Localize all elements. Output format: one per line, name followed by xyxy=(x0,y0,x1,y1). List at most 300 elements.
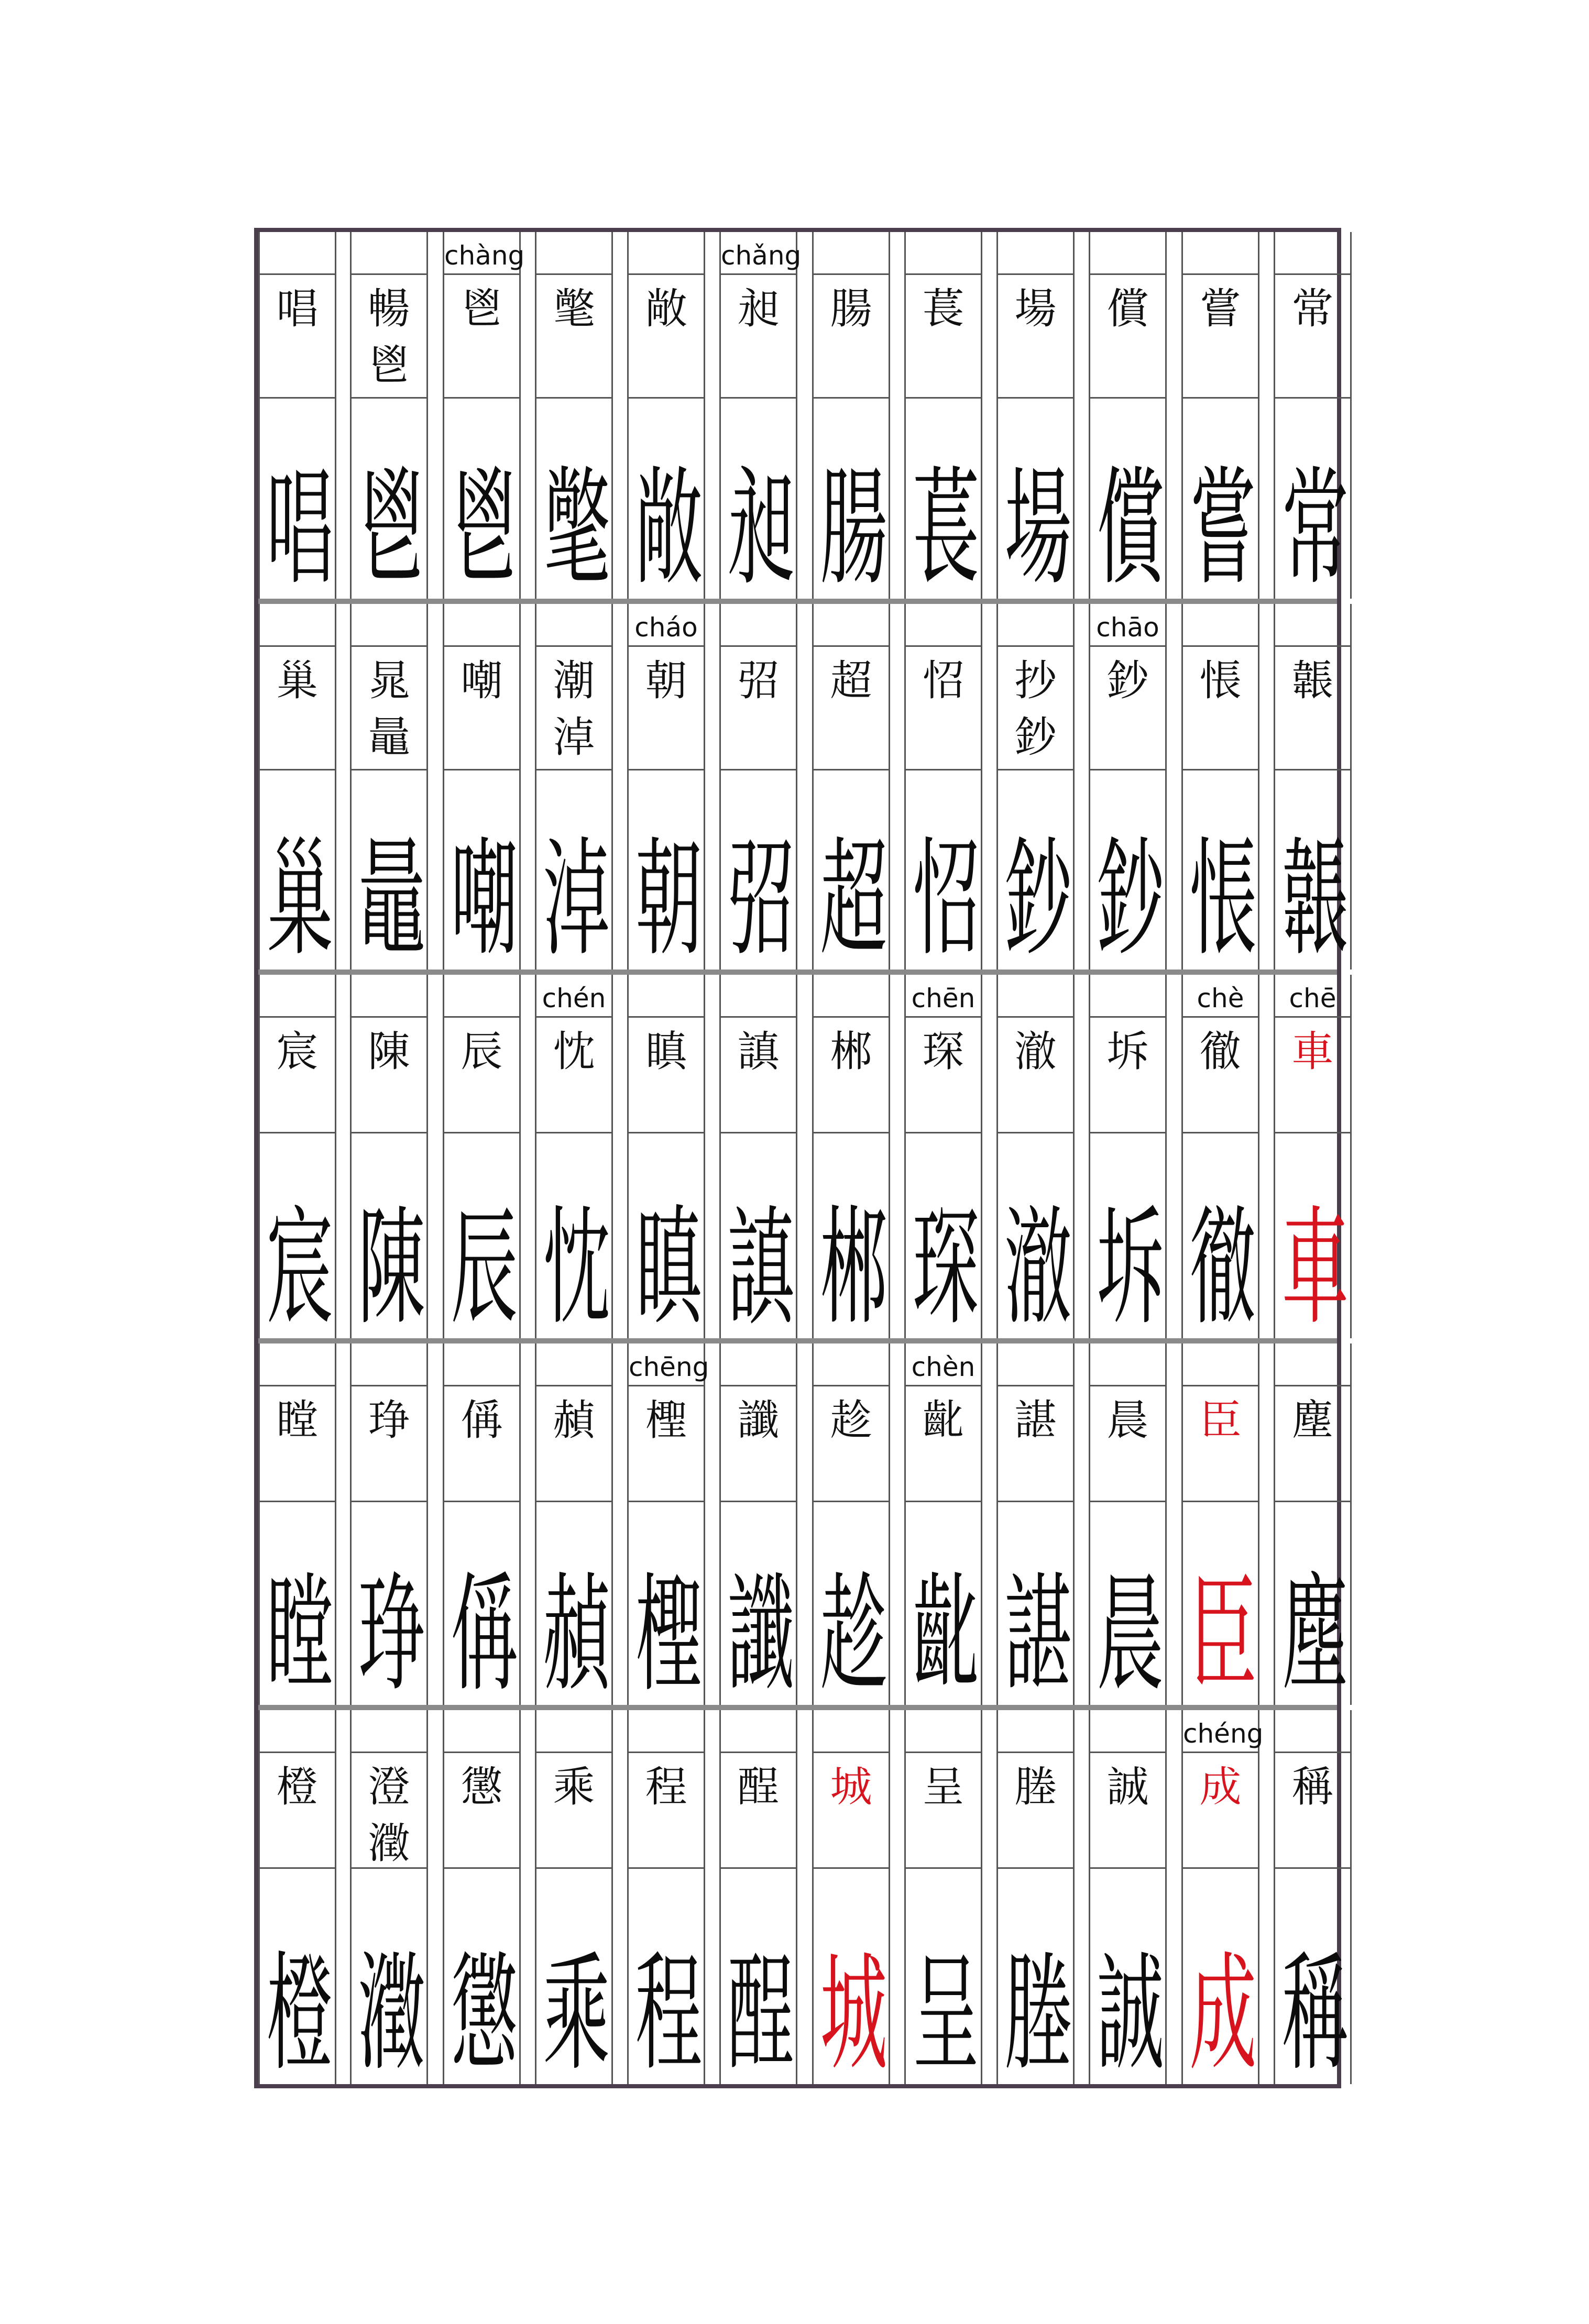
seal-script-character: 琤 xyxy=(358,1561,420,1710)
pinyin-label xyxy=(352,979,426,1018)
seal-script-character: 償 xyxy=(1097,455,1159,603)
table-row xyxy=(258,1705,1344,2089)
seal-script-character: 辰 xyxy=(451,1194,513,1343)
cell-divider xyxy=(629,1867,704,1869)
seal-script-character: 呈 xyxy=(912,1940,974,2089)
pinyin-label: chāo xyxy=(1090,608,1165,647)
regular-script-character: 宸 xyxy=(276,1027,319,1076)
regular-script-character: 徹 xyxy=(1199,1027,1242,1076)
regular-script-character: 潮 xyxy=(553,656,595,705)
character-column xyxy=(443,1343,521,1710)
regular-script-character: 諶 xyxy=(1014,1396,1057,1445)
pinyin-label: chǎng xyxy=(721,236,796,275)
pinyin-label xyxy=(1183,608,1258,647)
character-column xyxy=(1274,975,1352,1343)
pinyin-label xyxy=(814,236,889,275)
character-column xyxy=(1181,1343,1259,1710)
regular-script-character: 朝 xyxy=(645,656,687,705)
regular-script-character: 氅 xyxy=(553,284,595,333)
character-column xyxy=(1089,975,1167,1343)
cell-divider xyxy=(814,1867,889,1869)
pinyin-label: chén xyxy=(536,979,611,1018)
seal-script-character: 超 xyxy=(820,825,882,974)
cell-divider xyxy=(998,397,1073,399)
cell-divider xyxy=(906,1867,981,1869)
seal-script-character: 陳 xyxy=(358,1194,420,1343)
table-row xyxy=(258,232,1344,603)
regular-script-character: 讖 xyxy=(737,1396,780,1445)
seal-script-character: 昶 xyxy=(727,455,790,603)
seal-script-character: 偁 xyxy=(451,1561,513,1710)
cell-divider xyxy=(814,769,889,770)
pinyin-label: chē xyxy=(1275,979,1350,1018)
pinyin-label xyxy=(998,1714,1073,1753)
regular-script-character: 琛 xyxy=(922,1027,965,1076)
seal-script-character: 程 xyxy=(635,1940,697,2089)
pinyin-label xyxy=(260,1348,335,1386)
character-column xyxy=(627,232,705,603)
cell-divider xyxy=(998,1132,1073,1133)
seal-script-character: 宸 xyxy=(266,1194,328,1343)
pinyin-label: chēn xyxy=(906,979,981,1018)
cell-divider xyxy=(536,397,611,399)
character-column xyxy=(904,1343,982,1710)
character-column xyxy=(350,1343,428,1710)
character-column xyxy=(1089,232,1167,603)
character-column xyxy=(812,975,890,1343)
regular-script-variant: 瀓 xyxy=(368,1819,410,1868)
regular-script-character: 弨 xyxy=(737,656,780,705)
cell-divider xyxy=(1183,769,1258,770)
character-column xyxy=(443,604,521,974)
pinyin-label: chè xyxy=(1183,979,1258,1018)
pinyin-label xyxy=(444,608,519,647)
pinyin-label xyxy=(814,979,889,1018)
pinyin-label xyxy=(998,1348,1073,1386)
seal-script-character: 誠 xyxy=(1097,1940,1159,2089)
seal-script-character: 稱 xyxy=(1281,1940,1344,2089)
regular-script-character: 唱 xyxy=(276,284,319,333)
regular-script-character: 懲 xyxy=(461,1763,503,1811)
regular-script-character: 嘲 xyxy=(461,656,503,705)
seal-script-character: 郴 xyxy=(820,1194,882,1343)
character-column xyxy=(258,604,336,974)
character-column xyxy=(1181,1710,1264,2089)
seal-script-character: 橙 xyxy=(266,1940,328,2089)
regular-script-character: 程 xyxy=(645,1763,687,1811)
character-column xyxy=(996,1710,1075,2089)
cell-divider xyxy=(444,397,519,399)
regular-script-character: 檉 xyxy=(645,1396,687,1445)
regular-script-character: 坼 xyxy=(1106,1027,1149,1076)
character-column xyxy=(443,1710,521,2089)
regular-script-character: 抄 xyxy=(1014,656,1057,705)
cell-divider xyxy=(260,1501,335,1502)
seal-script-character: 懲 xyxy=(451,1940,513,2089)
pinyin-label: chàng xyxy=(444,236,519,275)
regular-script-character: 晨 xyxy=(1106,1396,1149,1445)
seal-script-character: 怊 xyxy=(912,825,974,974)
pinyin-label xyxy=(260,608,335,647)
regular-script-character: 塵 xyxy=(1291,1396,1334,1445)
pinyin-label xyxy=(998,236,1073,275)
cell-divider xyxy=(1183,1132,1258,1133)
character-column xyxy=(719,232,802,603)
regular-script-character: 巢 xyxy=(276,656,319,705)
character-column xyxy=(535,1343,613,1710)
character-column xyxy=(627,975,705,1343)
regular-script-variant: 鼂 xyxy=(368,713,410,762)
seal-script-character: 檉 xyxy=(635,1561,697,1710)
character-column xyxy=(719,1343,797,1710)
seal-script-character: 萇 xyxy=(912,455,974,603)
cell-divider xyxy=(814,1501,889,1502)
pinyin-label: chéng xyxy=(1183,1714,1258,1753)
regular-script-character: 齔 xyxy=(922,1396,965,1445)
cell-divider xyxy=(260,1867,335,1869)
seal-script-character: 嘗 xyxy=(1189,455,1252,603)
character-column xyxy=(1274,1710,1352,2089)
seal-script-character: 朝 xyxy=(635,825,697,974)
character-column xyxy=(1181,975,1259,1343)
regular-script-character: 誠 xyxy=(1106,1763,1149,1811)
character-column xyxy=(350,975,428,1343)
cell-divider xyxy=(1183,1867,1258,1869)
regular-script-character: 呈 xyxy=(922,1763,965,1811)
cell-divider xyxy=(352,1132,426,1133)
pinyin-label xyxy=(1090,1348,1165,1386)
regular-script-character: 昶 xyxy=(737,284,780,333)
regular-script-character: 臣 xyxy=(1199,1396,1242,1445)
pinyin-label xyxy=(1275,1714,1350,1753)
character-column xyxy=(535,232,613,603)
character-column xyxy=(1089,604,1167,974)
pinyin-label xyxy=(629,236,704,275)
pinyin-label xyxy=(444,979,519,1018)
cell-divider xyxy=(1275,1132,1350,1133)
character-column xyxy=(996,232,1075,603)
pinyin-label xyxy=(814,608,889,647)
character-column xyxy=(1089,1343,1167,1710)
pinyin-label xyxy=(260,979,335,1018)
cell-divider xyxy=(260,769,335,770)
seal-script-character: 諶 xyxy=(1004,1561,1067,1710)
pinyin-label xyxy=(536,1348,611,1386)
regular-script-character: 腸 xyxy=(830,284,872,333)
seal-script-character: 敞 xyxy=(635,455,697,603)
regular-script-character: 辰 xyxy=(461,1027,503,1076)
character-column xyxy=(258,232,336,603)
regular-script-character: 酲 xyxy=(737,1763,780,1811)
pinyin-label xyxy=(444,1714,519,1753)
character-column xyxy=(443,232,525,603)
cell-divider xyxy=(721,1132,796,1133)
character-column xyxy=(812,1343,890,1710)
seal-script-character: 澈 xyxy=(1004,1194,1067,1343)
seal-script-character: 鈔 xyxy=(1004,825,1067,974)
regular-script-character: 鬯 xyxy=(461,284,503,333)
character-column xyxy=(812,604,890,974)
cell-divider xyxy=(260,397,335,399)
pinyin-label xyxy=(721,608,796,647)
seal-script-character: 成 xyxy=(1189,1940,1252,2089)
cell-divider xyxy=(1090,397,1165,399)
pinyin-label xyxy=(1275,236,1350,275)
cell-divider xyxy=(998,769,1073,770)
pinyin-label xyxy=(998,608,1073,647)
cell-divider xyxy=(444,1867,519,1869)
pinyin-label xyxy=(629,979,704,1018)
regular-script-character: 赬 xyxy=(553,1396,595,1445)
pinyin-label xyxy=(906,236,981,275)
seal-script-character: 瀓 xyxy=(358,1940,420,2089)
pinyin-label xyxy=(629,1714,704,1753)
character-column xyxy=(719,604,797,974)
cell-divider xyxy=(352,1867,426,1869)
cell-divider xyxy=(1090,1132,1165,1133)
seal-script-character: 琛 xyxy=(912,1194,974,1343)
seal-script-character: 齔 xyxy=(912,1561,974,1710)
pinyin-label xyxy=(536,236,611,275)
pinyin-label xyxy=(352,1348,426,1386)
cell-divider xyxy=(629,397,704,399)
seal-script-character: 謓 xyxy=(727,1194,790,1343)
character-column xyxy=(535,975,613,1343)
seal-script-character: 讖 xyxy=(727,1561,790,1710)
character-column xyxy=(350,1710,428,2089)
pinyin-label xyxy=(1275,1348,1350,1386)
regular-script-character: 瞋 xyxy=(645,1027,687,1076)
cell-divider xyxy=(721,1501,796,1502)
table-row xyxy=(258,599,1344,974)
cell-divider xyxy=(629,769,704,770)
seal-script-character: 瞠 xyxy=(266,1561,328,1710)
seal-script-character: 巢 xyxy=(266,825,328,974)
character-column xyxy=(443,975,521,1343)
seal-script-character: 臣 xyxy=(1189,1561,1252,1710)
pinyin-label xyxy=(536,608,611,647)
seal-script-character: 酲 xyxy=(727,1940,790,2089)
table-row xyxy=(258,970,1344,1343)
regular-script-character: 鈔 xyxy=(1106,656,1149,705)
pinyin-label xyxy=(444,1348,519,1386)
regular-script-character: 謓 xyxy=(737,1027,780,1076)
character-column xyxy=(996,604,1075,974)
seal-script-character: 鈔 xyxy=(1097,825,1159,974)
regular-script-character: 琤 xyxy=(368,1396,410,1445)
seal-script-character: 嘲 xyxy=(451,825,513,974)
regular-script-character: 常 xyxy=(1291,284,1334,333)
seal-script-character: 車 xyxy=(1281,1194,1344,1343)
character-column xyxy=(258,975,336,1343)
pinyin-label xyxy=(721,1714,796,1753)
pinyin-label xyxy=(906,608,981,647)
seal-script-character: 淖 xyxy=(543,825,605,974)
cell-divider xyxy=(1090,1867,1165,1869)
character-column xyxy=(1274,604,1352,974)
regular-script-character: 瞠 xyxy=(276,1396,319,1445)
pinyin-label xyxy=(998,979,1073,1018)
regular-script-character: 稱 xyxy=(1291,1763,1334,1811)
seal-script-character: 場 xyxy=(1004,455,1067,603)
cell-divider xyxy=(629,1501,704,1502)
cell-divider xyxy=(1275,397,1350,399)
seal-script-character: 弨 xyxy=(727,825,790,974)
cell-divider xyxy=(536,1132,611,1133)
regular-script-character: 敞 xyxy=(645,284,687,333)
character-column xyxy=(350,232,428,603)
pinyin-label: chèn xyxy=(906,1348,981,1386)
character-column xyxy=(996,975,1075,1343)
regular-script-character: 乘 xyxy=(553,1763,595,1811)
pinyin-label xyxy=(260,236,335,275)
seal-script-character: 瞋 xyxy=(635,1194,697,1343)
regular-script-character: 暢 xyxy=(368,284,410,333)
regular-script-variant: 鈔 xyxy=(1014,713,1057,762)
regular-script-character: 澈 xyxy=(1014,1027,1057,1076)
character-column xyxy=(904,975,982,1343)
seal-script-character: 唱 xyxy=(266,455,328,603)
pinyin-label xyxy=(1183,236,1258,275)
pinyin-label xyxy=(352,1714,426,1753)
cell-divider xyxy=(1275,769,1350,770)
seal-script-character: 韔 xyxy=(1281,825,1344,974)
regular-script-character: 超 xyxy=(830,656,872,705)
character-column xyxy=(996,1343,1075,1710)
seal-script-character: 城 xyxy=(820,1940,882,2089)
character-table xyxy=(254,228,1344,2089)
character-column xyxy=(627,1710,705,2089)
cell-divider xyxy=(814,1132,889,1133)
regular-script-character: 韔 xyxy=(1291,656,1334,705)
regular-script-character: 忱 xyxy=(553,1027,595,1076)
regular-script-character: 悵 xyxy=(1199,656,1242,705)
character-column xyxy=(812,1710,890,2089)
cell-divider xyxy=(352,1501,426,1502)
seal-script-character: 鬯 xyxy=(451,455,513,603)
cell-divider xyxy=(906,769,981,770)
pinyin-label: chēng xyxy=(629,1348,704,1386)
regular-script-character: 澄 xyxy=(368,1763,410,1811)
pinyin-label xyxy=(260,1714,335,1753)
seal-script-character: 常 xyxy=(1281,455,1344,603)
regular-script-character: 場 xyxy=(1014,284,1057,333)
regular-script-character: 塍 xyxy=(1014,1763,1057,1811)
seal-script-character: 塍 xyxy=(1004,1940,1067,2089)
character-column xyxy=(535,1710,613,2089)
character-column xyxy=(535,604,613,974)
cell-divider xyxy=(1275,1867,1350,1869)
cell-divider xyxy=(260,1132,335,1133)
cell-divider xyxy=(536,769,611,770)
pinyin-label xyxy=(906,1714,981,1753)
seal-script-character: 徹 xyxy=(1189,1194,1252,1343)
seal-script-character: 氅 xyxy=(543,455,605,603)
cell-divider xyxy=(721,769,796,770)
cell-divider xyxy=(444,1132,519,1133)
cell-divider xyxy=(1183,1501,1258,1502)
regular-script-character: 陳 xyxy=(368,1027,410,1076)
character-column xyxy=(1181,604,1259,974)
cell-divider xyxy=(998,1867,1073,1869)
character-column xyxy=(350,604,428,974)
seal-script-character: 腸 xyxy=(820,455,882,603)
seal-script-character: 忱 xyxy=(543,1194,605,1343)
pinyin-label xyxy=(352,236,426,275)
character-column xyxy=(258,1343,336,1710)
character-column xyxy=(904,604,982,974)
pinyin-label xyxy=(1275,608,1350,647)
regular-script-character: 怊 xyxy=(922,656,965,705)
cell-divider xyxy=(1183,397,1258,399)
seal-script-character: 赬 xyxy=(543,1561,605,1710)
regular-script-character: 償 xyxy=(1106,284,1149,333)
regular-script-character: 橙 xyxy=(276,1763,319,1811)
pinyin-label xyxy=(536,1714,611,1753)
regular-script-character: 郴 xyxy=(830,1027,872,1076)
regular-script-character: 偁 xyxy=(461,1396,503,1445)
regular-script-character: 趁 xyxy=(830,1396,872,1445)
character-column xyxy=(627,604,705,974)
cell-divider xyxy=(1090,769,1165,770)
cell-divider xyxy=(721,1867,796,1869)
character-column xyxy=(719,1710,797,2089)
cell-divider xyxy=(906,1132,981,1133)
regular-script-character: 成 xyxy=(1199,1763,1242,1811)
pinyin-label xyxy=(1090,236,1165,275)
seal-script-character: 塵 xyxy=(1281,1561,1344,1710)
cell-divider xyxy=(721,397,796,399)
pinyin-label xyxy=(721,979,796,1018)
regular-script-character: 車 xyxy=(1291,1027,1334,1076)
seal-script-character: 鼂 xyxy=(358,825,420,974)
pinyin-label xyxy=(352,608,426,647)
pinyin-label: cháo xyxy=(629,608,704,647)
character-column xyxy=(812,232,890,603)
cell-divider xyxy=(629,1132,704,1133)
regular-script-character: 萇 xyxy=(922,284,965,333)
cell-divider xyxy=(1090,1501,1165,1502)
pinyin-label xyxy=(1090,979,1165,1018)
cell-divider xyxy=(998,1501,1073,1502)
cell-divider xyxy=(536,1867,611,1869)
seal-script-character: 晨 xyxy=(1097,1561,1159,1710)
pinyin-label xyxy=(1090,1714,1165,1753)
character-column xyxy=(627,1343,709,1710)
character-column xyxy=(904,232,982,603)
cell-divider xyxy=(906,1501,981,1502)
character-column xyxy=(1089,1710,1167,2089)
character-column xyxy=(1181,232,1259,603)
table-row xyxy=(258,1338,1344,1710)
regular-script-variant: 淖 xyxy=(553,713,595,762)
pinyin-label xyxy=(721,1348,796,1386)
seal-script-character: 乘 xyxy=(543,1940,605,2089)
character-column xyxy=(904,1710,982,2089)
regular-script-character: 城 xyxy=(830,1763,872,1811)
pinyin-label xyxy=(814,1714,889,1753)
character-column xyxy=(258,1710,336,2089)
seal-script-character: 鬯 xyxy=(358,455,420,603)
cell-divider xyxy=(444,769,519,770)
character-column xyxy=(1274,232,1352,603)
pinyin-label xyxy=(814,1348,889,1386)
cell-divider xyxy=(906,397,981,399)
character-column xyxy=(719,975,797,1343)
cell-divider xyxy=(1275,1501,1350,1502)
regular-script-character: 嘗 xyxy=(1199,284,1242,333)
regular-script-variant: 鬯 xyxy=(368,341,410,390)
